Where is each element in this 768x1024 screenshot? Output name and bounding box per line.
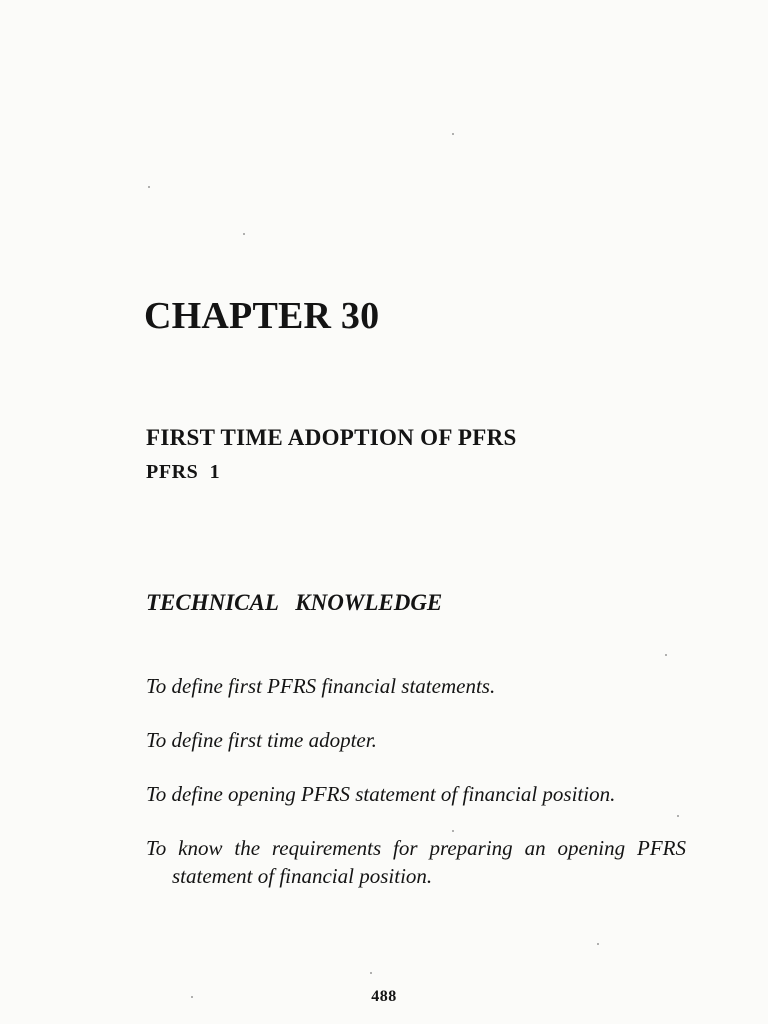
scan-speck	[243, 233, 245, 235]
section-title: FIRST TIME ADOPTION OF PFRS	[146, 425, 517, 450]
scan-speck	[597, 943, 599, 945]
page-number: 488	[371, 988, 397, 1005]
objective-item: To define opening PFRS statement of financial position.	[146, 782, 616, 806]
technical-knowledge-heading: TECHNICAL KNOWLEDGE	[146, 590, 443, 615]
scan-speck	[452, 133, 454, 135]
scan-speck	[370, 972, 372, 974]
objectives-list	[146, 672, 686, 916]
section-subtitle: PFRS 1	[146, 461, 221, 483]
objective-item: To define first time adopter.	[146, 728, 377, 752]
objective-item: To define first PFRS financial statements.	[146, 674, 496, 698]
scan-speck	[665, 654, 667, 656]
scan-speck	[148, 186, 150, 188]
objective-item: To know the requirements for preparing an opening PFRS statement of financial position.	[146, 836, 686, 888]
chapter-title: CHAPTER 30	[144, 295, 380, 337]
